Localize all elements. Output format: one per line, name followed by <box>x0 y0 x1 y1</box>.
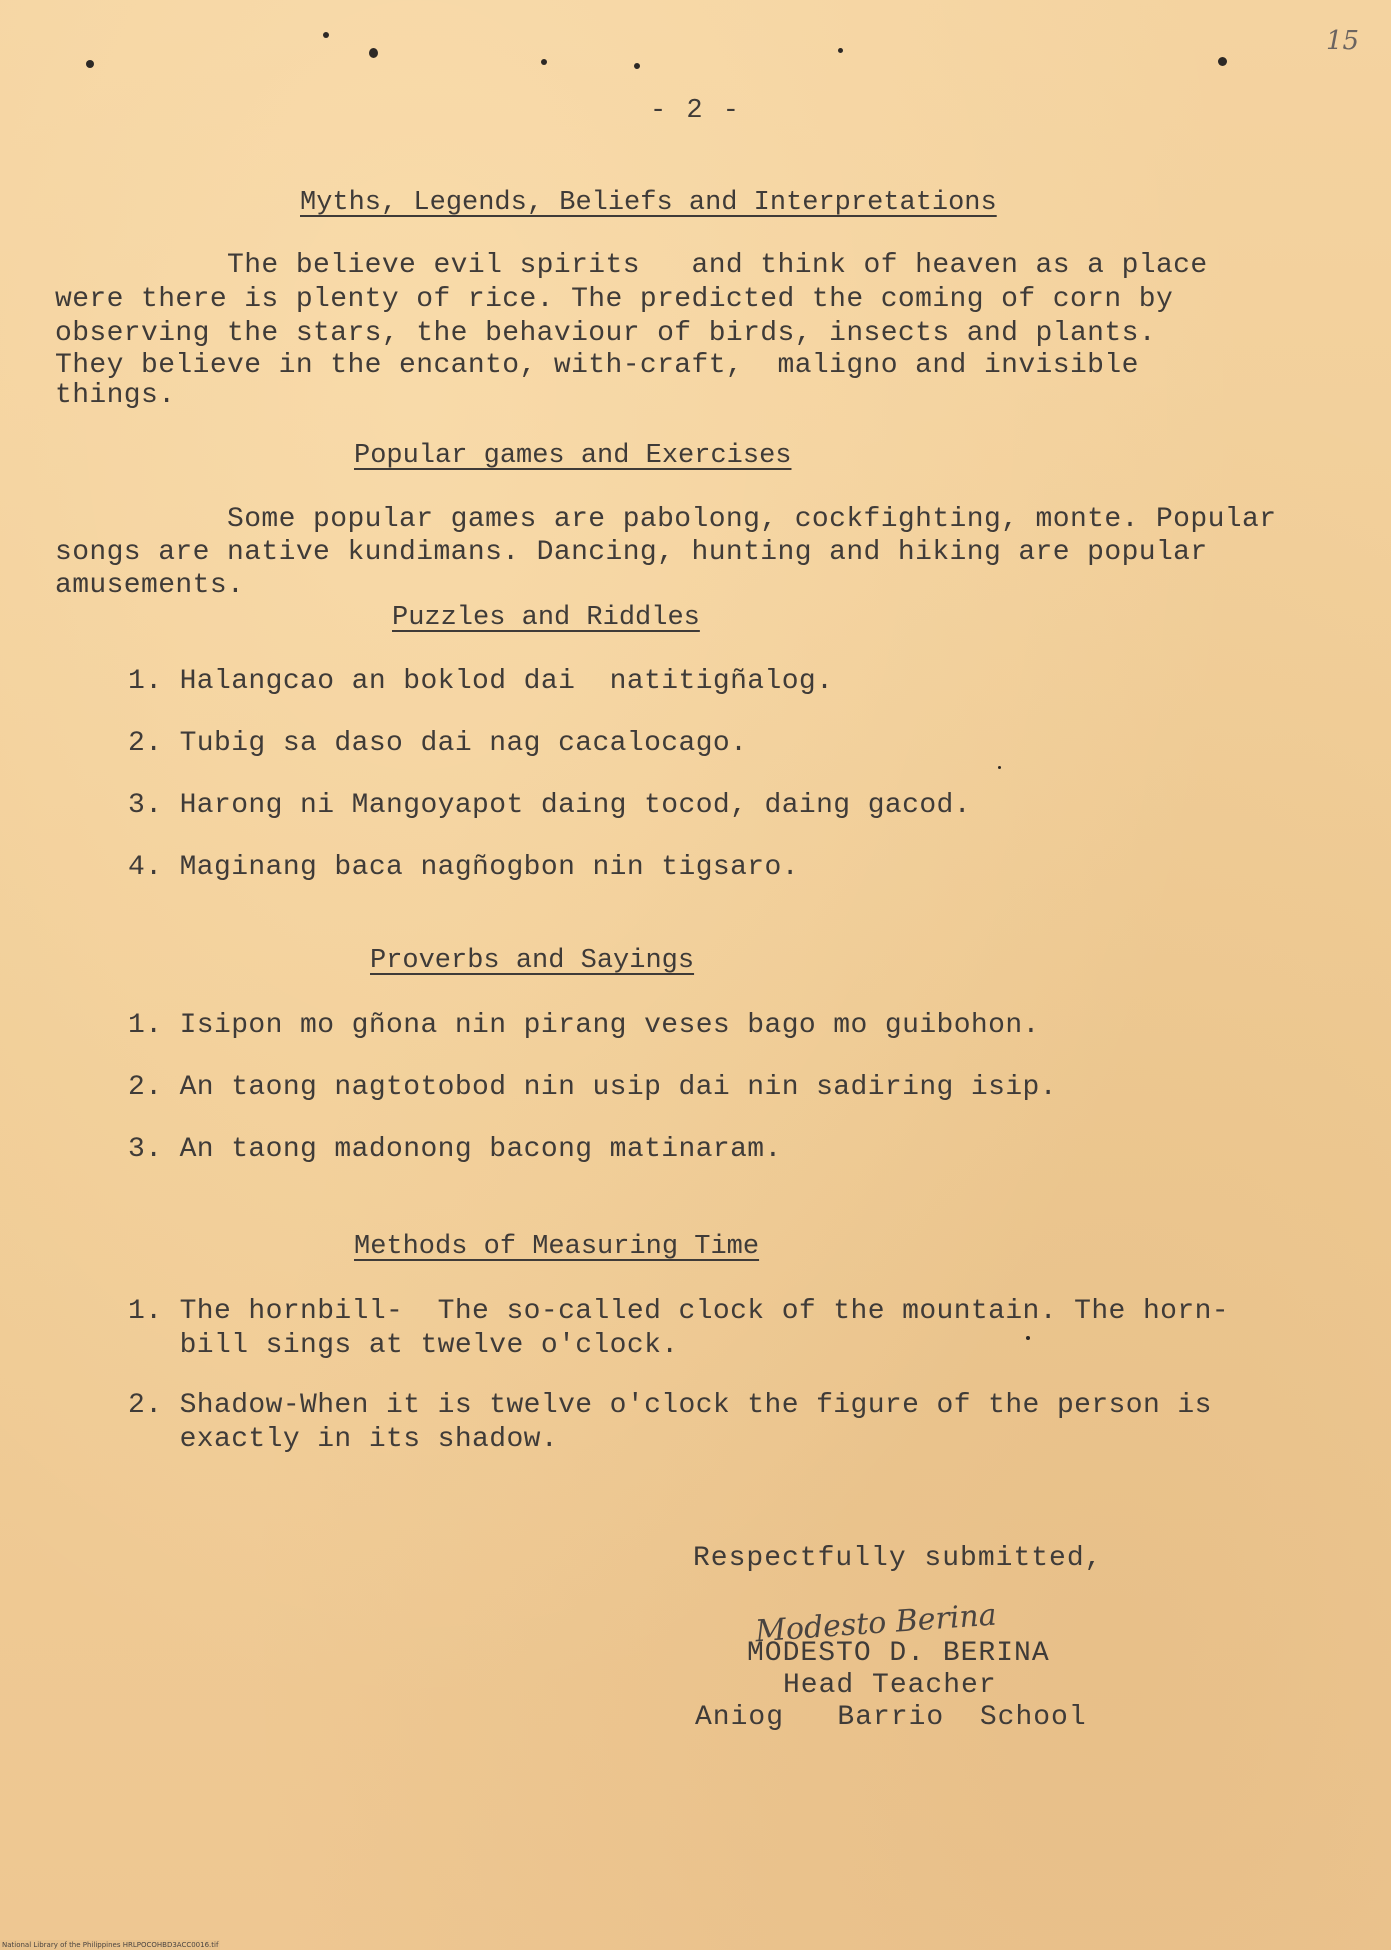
ink-speck <box>541 59 547 65</box>
ink-speck <box>369 48 378 58</box>
paragraph-line: Some popular games are pabolong, cockfighting, monte. Popular <box>55 504 1277 535</box>
paragraph-line: The believe evil spirits and think of heaven as a place <box>55 250 1208 281</box>
ink-speck <box>1218 57 1227 66</box>
signer-school: Aniog Barrio School <box>695 1702 1087 1733</box>
section-heading-myths: Myths, Legends, Beliefs and Interpretations <box>300 188 997 218</box>
list-item: 2. Tubig sa daso dai nag cacalocago. <box>128 728 748 759</box>
signer-name: MODESTO D. BERINA <box>747 1638 1050 1669</box>
section-heading-proverbs: Proverbs and Sayings <box>370 946 695 976</box>
list-item-line: exactly in its shadow. <box>128 1424 559 1455</box>
list-item: 2. An taong nagtotobod nin usip dai nin sadiring isip. <box>128 1072 1057 1103</box>
ink-speck <box>838 48 843 53</box>
list-item: 4. Maginang baca nagñogbon nin tigsaro. <box>128 852 799 883</box>
paragraph-line: songs are native kundimans. Dancing, hunting and hiking are popular <box>55 537 1208 568</box>
ink-speck <box>998 766 1001 769</box>
scan-footer: National Library of the Philippines HRLPOCOHBD3ACC0016.tif <box>2 1941 219 1949</box>
page-number: - 2 - <box>649 96 741 126</box>
closing-salutation: Respectfully submitted, <box>693 1543 1103 1574</box>
ink-speck <box>86 60 94 68</box>
paragraph-line: things. <box>55 380 176 411</box>
list-item: 1. Isipon mo gñona nin pirang veses bago mo guibohon. <box>128 1010 1040 1041</box>
signer-title: Head Teacher <box>783 1670 997 1701</box>
ink-speck <box>323 32 329 38</box>
section-heading-games: Popular games and Exercises <box>354 441 792 471</box>
section-heading-puzzles: Puzzles and Riddles <box>392 603 700 633</box>
section-heading-time: Methods of Measuring Time <box>354 1232 760 1262</box>
paragraph-line: observing the stars, the behaviour of birds, insects and plants. <box>55 318 1156 349</box>
paragraph-line: They believe in the encanto, with-craft, maligno and invisible <box>55 350 1139 381</box>
list-item-line: bill sings at twelve o'clock. <box>128 1330 679 1361</box>
ink-speck <box>1026 1336 1030 1340</box>
paragraph-line: were there is plenty of rice. The predicted the coming of corn by <box>55 284 1174 315</box>
list-item: 3. Harong ni Mangoyapot daing tocod, daing gacod. <box>128 790 971 821</box>
list-item-line: 1. The hornbill- The so-called clock of the mountain. The horn- <box>128 1296 1229 1327</box>
list-item: 1. Halangcao an boklod dai natitigñalog. <box>128 666 834 697</box>
handwritten-signature: Modesto Berina <box>754 1597 998 1650</box>
paragraph-line: amusements. <box>55 570 245 601</box>
archive-page-mark: 15 <box>1326 26 1360 56</box>
ink-speck <box>634 63 640 69</box>
list-item: 3. An taong madonong bacong matinaram. <box>128 1134 782 1165</box>
list-item-line: 2. Shadow-When it is twelve o'clock the figure of the person is <box>128 1390 1212 1421</box>
